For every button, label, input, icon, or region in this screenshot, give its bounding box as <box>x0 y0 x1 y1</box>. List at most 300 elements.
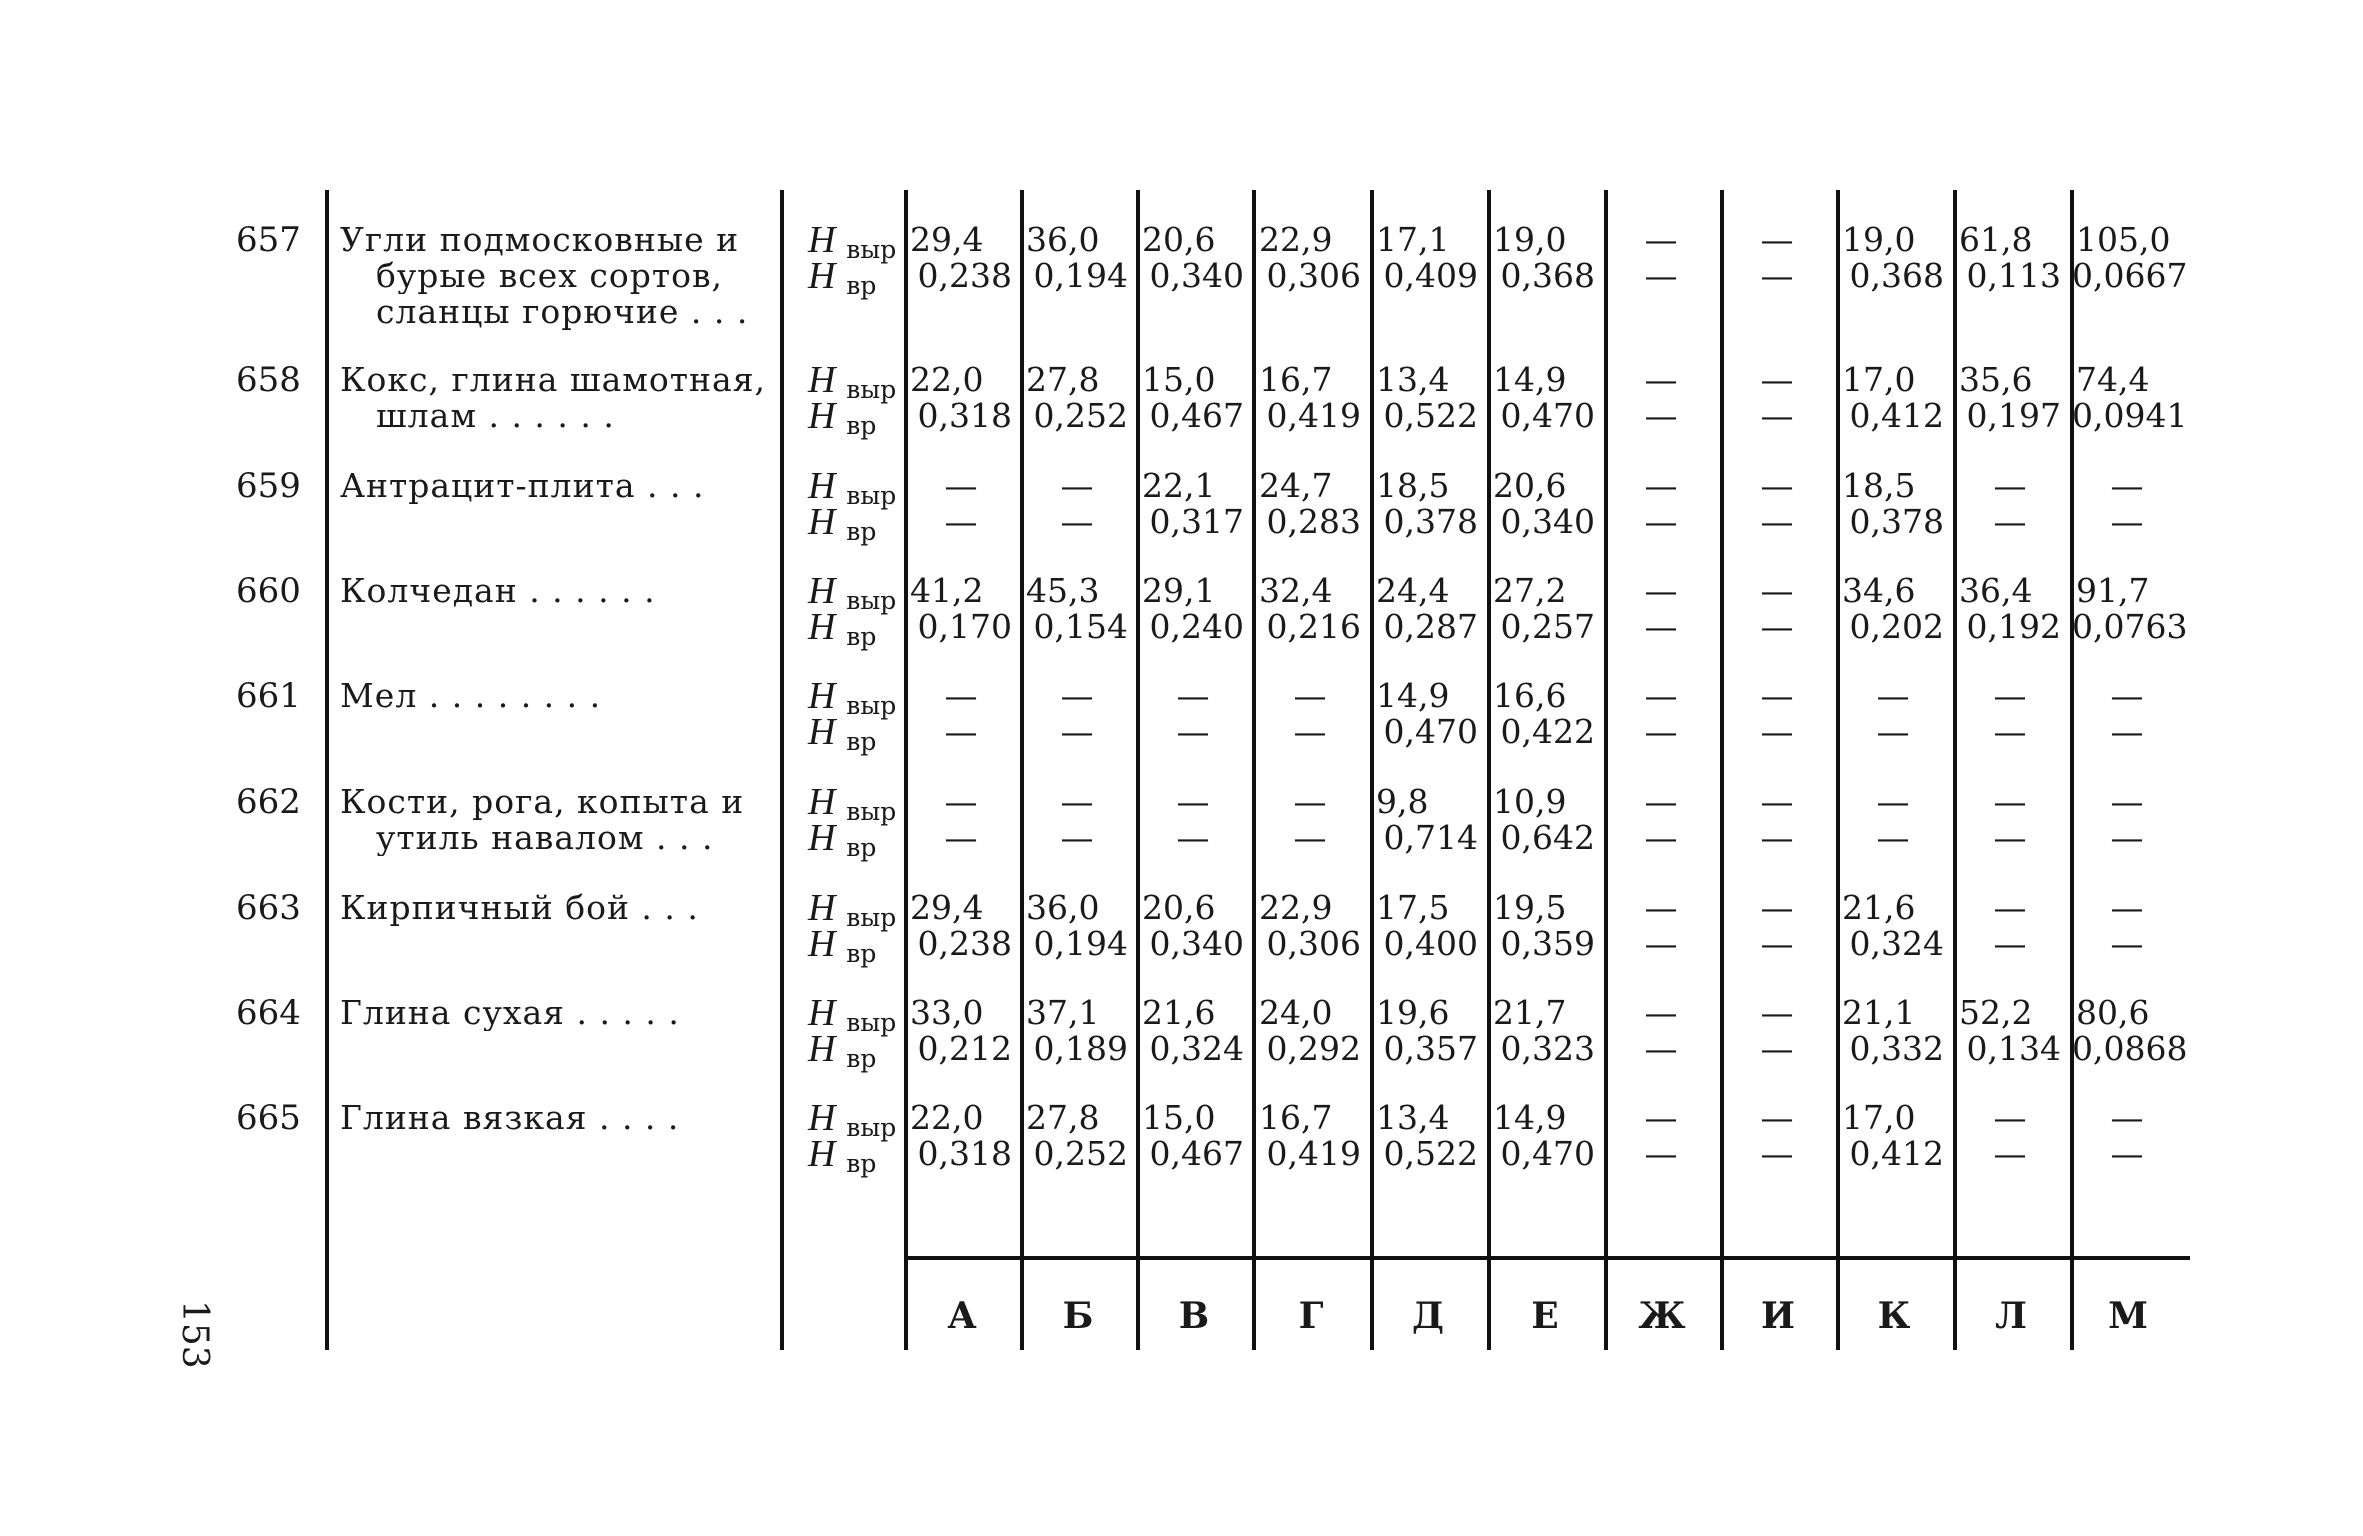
value-h-vyr: — <box>1760 360 1794 399</box>
value-cell <box>1955 573 2065 645</box>
value-cell <box>2072 360 2188 435</box>
material-name <box>340 468 772 504</box>
value-cell <box>1138 362 1248 434</box>
material-name-line: Глина сухая . . . . . <box>340 995 680 1031</box>
value-h-vyr: 22,9 <box>1259 888 1333 927</box>
value-cell <box>1722 784 1832 856</box>
value-h-vr: 0,192 <box>1966 607 2061 646</box>
value-cell <box>1255 890 1365 962</box>
value-cell <box>1838 995 1948 1067</box>
value-h-vr: 0,412 <box>1849 1134 1944 1173</box>
value-h-vr: — <box>1760 1134 1794 1173</box>
value-cell <box>1138 1100 1248 1172</box>
value-h-vr: — <box>1644 712 1678 751</box>
value-cell <box>1838 678 1948 750</box>
value-h-vyr: — <box>2110 676 2144 715</box>
value-h-vr: — <box>1060 818 1094 857</box>
symbol-letter: Н <box>808 1133 836 1175</box>
symbol-letter: Н <box>808 501 836 543</box>
value-h-vr: 0,134 <box>1966 1029 2061 1068</box>
value-cell <box>1022 784 1132 856</box>
value-h-vr: 0,470 <box>1500 396 1595 435</box>
value-h-vyr: 61,8 <box>1959 220 2033 259</box>
value-h-vyr: — <box>1993 888 2027 927</box>
symbol-subscript: вр <box>846 833 877 862</box>
value-cell <box>1838 362 1948 434</box>
value-h-vyr: 24,7 <box>1259 466 1333 505</box>
value-h-vr: 0,467 <box>1149 1134 1244 1173</box>
value-h-vyr: 32,4 <box>1259 571 1333 610</box>
value-h-vyr: 21,1 <box>1842 993 1916 1032</box>
value-cell <box>2072 678 2182 750</box>
value-h-vr: — <box>1644 256 1678 295</box>
symbol-letter: Н <box>808 359 836 401</box>
value-cell <box>1489 362 1599 434</box>
value-h-vyr: 21,6 <box>1842 888 1916 927</box>
material-name-line: Мел . . . . . . . . <box>340 678 602 714</box>
value-h-vr: 0,252 <box>1033 1134 1128 1173</box>
value-h-vr: 0,357 <box>1383 1029 1478 1068</box>
value-cell <box>1955 678 2065 750</box>
symbol-h-vr <box>808 606 877 655</box>
value-h-vyr: 29,1 <box>1142 571 1216 610</box>
value-h-vyr: — <box>1760 571 1794 610</box>
value-cell <box>1255 362 1365 434</box>
symbol-subscript: выр <box>846 375 897 404</box>
value-h-vyr: — <box>1644 466 1678 505</box>
value-h-vyr: 80,6 <box>2076 993 2150 1032</box>
value-h-vyr: — <box>2110 782 2144 821</box>
value-h-vyr: — <box>1993 782 2027 821</box>
value-cell <box>2072 571 2188 646</box>
value-h-vr: 0,642 <box>1500 818 1595 857</box>
material-name-line: Угли подмосковные и <box>340 222 740 258</box>
value-h-vr: — <box>1644 1134 1678 1173</box>
value-h-vr: 0,202 <box>1849 607 1944 646</box>
symbol-subscript: выр <box>846 235 897 264</box>
value-h-vyr: 91,7 <box>2076 571 2150 610</box>
value-h-vyr: — <box>1993 466 2027 505</box>
value-cell <box>2072 220 2188 295</box>
value-h-vr: 0,197 <box>1966 396 2061 435</box>
symbol-letter: Н <box>808 606 836 648</box>
value-cell <box>1955 222 2065 294</box>
value-h-vyr: — <box>1060 676 1094 715</box>
material-name-line: Кирпичный бой . . . <box>340 890 699 926</box>
value-h-vr: 0,252 <box>1033 396 1128 435</box>
symbol-subscript: вр <box>846 1149 877 1178</box>
value-h-vyr: 27,8 <box>1026 360 1100 399</box>
value-h-vr: — <box>1176 818 1210 857</box>
value-h-vyr: — <box>1644 1098 1678 1137</box>
value-h-vr: 0,306 <box>1266 256 1361 295</box>
value-h-vr: — <box>1060 502 1094 541</box>
value-h-vyr: 37,1 <box>1026 993 1100 1032</box>
value-h-vyr: 74,4 <box>2076 360 2150 399</box>
value-h-vyr: 19,0 <box>1493 220 1567 259</box>
value-h-vyr: 29,4 <box>910 220 984 259</box>
row-number: 657 <box>236 220 301 260</box>
value-h-vyr: 16,6 <box>1493 676 1567 715</box>
row-number: 658 <box>236 360 301 400</box>
rule-name-right <box>780 190 784 1350</box>
value-cell <box>1489 1100 1599 1172</box>
value-cell <box>1955 995 2065 1067</box>
column-header: В <box>1178 1295 1210 1337</box>
value-cell <box>1138 222 1248 294</box>
symbol-subscript: выр <box>846 481 897 510</box>
symbol-subscript: выр <box>846 1008 897 1037</box>
row-number: 664 <box>236 993 301 1033</box>
value-h-vr: 0,323 <box>1500 1029 1595 1068</box>
value-h-vyr: 14,9 <box>1493 360 1567 399</box>
value-h-vr: — <box>1760 712 1794 751</box>
value-h-vyr: 13,4 <box>1376 360 1450 399</box>
value-h-vyr: 105,0 <box>2076 220 2171 259</box>
value-h-vr: — <box>1760 1029 1794 1068</box>
symbol-subscript: вр <box>846 1044 877 1073</box>
value-h-vr: 0,359 <box>1500 924 1595 963</box>
value-h-vyr: 36,4 <box>1959 571 2033 610</box>
value-h-vr: — <box>2110 502 2144 541</box>
value-cell <box>2072 784 2182 856</box>
value-h-vr: — <box>1644 607 1678 646</box>
value-cell <box>906 995 1016 1067</box>
value-cell <box>1722 890 1832 962</box>
value-h-vyr: — <box>1060 466 1094 505</box>
value-cell <box>1722 362 1832 434</box>
value-h-vyr: 24,4 <box>1376 571 1450 610</box>
row-number: 665 <box>236 1098 301 1138</box>
value-cell <box>1606 890 1716 962</box>
material-name-line: Колчедан . . . . . . <box>340 573 656 609</box>
symbol-letter: Н <box>808 1097 836 1139</box>
value-h-vr: 0,283 <box>1266 502 1361 541</box>
value-h-vyr: — <box>1293 676 1327 715</box>
value-cell <box>1255 222 1365 294</box>
column-header: Б <box>1062 1295 1094 1337</box>
value-h-vyr: — <box>1644 993 1678 1032</box>
material-name <box>340 995 772 1031</box>
material-name-line: сланцы горючие . . . <box>376 294 749 330</box>
value-h-vyr: 18,5 <box>1842 466 1916 505</box>
value-cell <box>1955 1100 2065 1172</box>
value-h-vr: 0,714 <box>1383 818 1478 857</box>
value-h-vr: 0,340 <box>1149 256 1244 295</box>
value-h-vyr: 20,6 <box>1142 220 1216 259</box>
symbol-subscript: вр <box>846 271 877 300</box>
value-h-vyr: 13,4 <box>1376 1098 1450 1137</box>
value-h-vyr: — <box>1644 888 1678 927</box>
value-h-vyr: 24,0 <box>1259 993 1333 1032</box>
value-cell <box>1606 468 1716 540</box>
value-h-vyr: 15,0 <box>1142 1098 1216 1137</box>
value-h-vr: 0,0667 <box>2072 256 2188 295</box>
value-cell <box>1838 573 1948 645</box>
value-cell <box>2072 890 2182 962</box>
value-h-vyr: — <box>1644 360 1678 399</box>
value-h-vr: 0,318 <box>917 1134 1012 1173</box>
value-h-vyr: 20,6 <box>1142 888 1216 927</box>
value-cell <box>1606 678 1716 750</box>
value-cell <box>1372 362 1482 434</box>
material-name <box>340 784 772 856</box>
value-h-vr: 0,292 <box>1266 1029 1361 1068</box>
value-h-vr: — <box>2110 712 2144 751</box>
value-h-vr: 0,240 <box>1149 607 1244 646</box>
value-cell <box>1255 573 1365 645</box>
value-cell <box>1606 784 1716 856</box>
value-h-vr: 0,317 <box>1149 502 1244 541</box>
value-h-vyr: 27,8 <box>1026 1098 1100 1137</box>
value-h-vr: 0,368 <box>1500 256 1595 295</box>
value-h-vyr: 34,6 <box>1842 571 1916 610</box>
value-cell <box>906 678 1016 750</box>
value-h-vr: 0,340 <box>1149 924 1244 963</box>
material-name-line: бурые всех сортов, <box>376 258 724 294</box>
value-cell <box>1138 468 1248 540</box>
value-h-vyr: 16,7 <box>1259 360 1333 399</box>
value-h-vyr: — <box>2110 888 2144 927</box>
value-cell <box>1372 222 1482 294</box>
column-header: Е <box>1531 1295 1559 1337</box>
value-cell <box>1372 468 1482 540</box>
value-h-vr: — <box>1293 818 1327 857</box>
material-name <box>340 362 772 434</box>
rule-left <box>325 190 329 1350</box>
value-h-vyr: 22,9 <box>1259 220 1333 259</box>
value-h-vr: — <box>1644 1029 1678 1068</box>
value-h-vyr: 22,0 <box>910 1098 984 1137</box>
value-h-vr: — <box>1876 818 1910 857</box>
material-name-line: Кости, рога, копыта и <box>340 784 745 820</box>
value-cell <box>1489 678 1599 750</box>
symbol-h-vr <box>808 1028 877 1077</box>
value-cell <box>2072 993 2188 1068</box>
value-h-vr: 0,0941 <box>2072 396 2188 435</box>
value-h-vr: 0,419 <box>1266 1134 1361 1173</box>
value-cell <box>1255 468 1365 540</box>
value-h-vyr: 14,9 <box>1493 1098 1567 1137</box>
value-h-vyr: — <box>1760 782 1794 821</box>
column-header: И <box>1760 1295 1795 1337</box>
value-h-vr: 0,238 <box>917 256 1012 295</box>
value-h-vr: 0,194 <box>1033 924 1128 963</box>
value-h-vyr: 17,0 <box>1842 1098 1916 1137</box>
value-cell <box>906 468 1016 540</box>
value-cell <box>1955 890 2065 962</box>
symbol-letter: Н <box>808 465 836 507</box>
value-cell <box>1606 1100 1716 1172</box>
value-h-vyr: 36,0 <box>1026 220 1100 259</box>
value-cell <box>1022 890 1132 962</box>
row-number: 663 <box>236 888 301 928</box>
value-h-vyr: 21,6 <box>1142 993 1216 1032</box>
value-cell <box>1955 784 2065 856</box>
value-h-vr: 0,170 <box>917 607 1012 646</box>
value-h-vr: — <box>1993 712 2027 751</box>
symbol-letter: Н <box>808 219 836 261</box>
value-h-vyr: 36,0 <box>1026 888 1100 927</box>
value-h-vyr: 20,6 <box>1493 466 1567 505</box>
column-header: Ж <box>1638 1295 1686 1337</box>
value-h-vr: 0,412 <box>1849 396 1944 435</box>
value-h-vr: — <box>944 502 978 541</box>
value-h-vr: — <box>1993 924 2027 963</box>
value-h-vr: 0,154 <box>1033 607 1128 646</box>
value-cell <box>1022 222 1132 294</box>
symbol-subscript: выр <box>846 691 897 720</box>
value-cell <box>1955 362 2065 434</box>
symbol-subscript: вр <box>846 622 877 651</box>
symbol-letter: Н <box>808 992 836 1034</box>
value-h-vr: — <box>1760 256 1794 295</box>
symbol-letter: Н <box>808 923 836 965</box>
symbol-subscript: выр <box>846 797 897 826</box>
value-h-vyr: 19,6 <box>1376 993 1450 1032</box>
value-h-vr: — <box>1993 818 2027 857</box>
value-h-vr: — <box>2110 1134 2144 1173</box>
symbol-h-vr <box>808 1133 877 1182</box>
value-h-vr: 0,257 <box>1500 607 1595 646</box>
value-cell <box>1606 573 1716 645</box>
symbol-letter: Н <box>808 817 836 859</box>
value-cell <box>1022 995 1132 1067</box>
value-cell <box>1838 784 1948 856</box>
value-h-vyr: 21,7 <box>1493 993 1567 1032</box>
material-name-line: утиль навалом . . . <box>376 820 714 856</box>
value-h-vr: 0,419 <box>1266 396 1361 435</box>
value-cell <box>1722 995 1832 1067</box>
value-h-vyr: — <box>1876 676 1910 715</box>
column-header: Л <box>1995 1295 2027 1337</box>
value-cell <box>1138 890 1248 962</box>
value-h-vr: — <box>1644 502 1678 541</box>
value-h-vr: 0,238 <box>917 924 1012 963</box>
value-h-vr: — <box>1993 1134 2027 1173</box>
value-cell <box>1138 784 1248 856</box>
value-h-vr: 0,189 <box>1033 1029 1128 1068</box>
material-name-line: Кокс, глина шамотная, <box>340 362 767 398</box>
value-h-vr: 0,470 <box>1383 712 1478 751</box>
value-cell <box>1955 468 2065 540</box>
value-cell <box>1838 468 1948 540</box>
value-h-vr: 0,522 <box>1383 1134 1478 1173</box>
value-h-vr: — <box>944 712 978 751</box>
value-cell <box>1722 573 1832 645</box>
value-cell <box>906 362 1016 434</box>
symbol-h-vr <box>808 711 877 760</box>
value-h-vyr: 19,5 <box>1493 888 1567 927</box>
symbol-h-vr <box>808 501 877 550</box>
value-cell <box>1372 890 1482 962</box>
value-h-vyr: — <box>2110 1098 2144 1137</box>
value-cell <box>1255 784 1365 856</box>
value-h-vyr: 29,4 <box>910 888 984 927</box>
value-cell <box>906 1100 1016 1172</box>
value-cell <box>1022 468 1132 540</box>
material-name <box>340 222 772 330</box>
symbol-letter: Н <box>808 711 836 753</box>
value-h-vr: 0,212 <box>917 1029 1012 1068</box>
value-h-vr: 0,340 <box>1500 502 1595 541</box>
symbol-subscript: вр <box>846 411 877 440</box>
symbol-subscript: выр <box>846 903 897 932</box>
value-h-vr: 0,113 <box>1966 256 2061 295</box>
value-h-vyr: 17,5 <box>1376 888 1450 927</box>
value-h-vyr: — <box>1760 888 1794 927</box>
value-h-vyr: 17,0 <box>1842 360 1916 399</box>
value-h-vyr: — <box>1644 782 1678 821</box>
value-h-vr: 0,467 <box>1149 396 1244 435</box>
value-h-vyr: 52,2 <box>1959 993 2033 1032</box>
material-name-line: Антрацит-плита . . . <box>340 468 705 504</box>
value-h-vyr: — <box>1760 466 1794 505</box>
value-cell <box>1372 995 1482 1067</box>
value-h-vyr: — <box>1760 993 1794 1032</box>
value-h-vr: — <box>944 818 978 857</box>
value-cell <box>1489 890 1599 962</box>
value-h-vr: 0,318 <box>917 396 1012 435</box>
value-h-vr: — <box>1760 607 1794 646</box>
value-h-vr: — <box>1644 818 1678 857</box>
value-cell <box>1372 678 1482 750</box>
value-cell <box>1138 995 1248 1067</box>
value-cell <box>1838 890 1948 962</box>
value-cell <box>1489 468 1599 540</box>
value-h-vr: 0,522 <box>1383 396 1478 435</box>
value-h-vyr: — <box>1993 1098 2027 1137</box>
value-h-vyr: — <box>1644 571 1678 610</box>
value-h-vyr: 15,0 <box>1142 360 1216 399</box>
value-cell <box>1722 468 1832 540</box>
value-cell <box>1138 573 1248 645</box>
column-header: Д <box>1411 1295 1444 1337</box>
value-h-vyr: 45,3 <box>1026 571 1100 610</box>
symbol-subscript: вр <box>846 727 877 756</box>
value-cell <box>1838 1100 1948 1172</box>
symbol-subscript: выр <box>846 586 897 615</box>
symbol-letter: Н <box>808 675 836 717</box>
material-name <box>340 678 772 714</box>
value-h-vyr: — <box>1060 782 1094 821</box>
value-cell <box>1489 784 1599 856</box>
row-number: 660 <box>236 571 301 611</box>
value-cell <box>1722 1100 1832 1172</box>
value-h-vr: — <box>1644 924 1678 963</box>
value-h-vyr: — <box>1760 1098 1794 1137</box>
value-cell <box>1489 222 1599 294</box>
value-h-vr: 0,409 <box>1383 256 1478 295</box>
value-h-vyr: — <box>1644 220 1678 259</box>
value-h-vr: 0,306 <box>1266 924 1361 963</box>
value-cell <box>1022 573 1132 645</box>
row-number: 659 <box>236 466 301 506</box>
value-h-vr: 0,194 <box>1033 256 1128 295</box>
value-cell <box>906 573 1016 645</box>
value-cell <box>906 222 1016 294</box>
value-h-vyr: 14,9 <box>1376 676 1450 715</box>
row-number: 661 <box>236 676 301 716</box>
value-h-vr: 0,216 <box>1266 607 1361 646</box>
value-cell <box>906 784 1016 856</box>
value-h-vyr: 22,0 <box>910 360 984 399</box>
value-cell <box>1372 573 1482 645</box>
value-h-vyr: 10,9 <box>1493 782 1567 821</box>
value-h-vr: — <box>1876 712 1910 751</box>
material-name-line: Глина вязкая . . . . <box>340 1100 680 1136</box>
material-name-line: шлам . . . . . . <box>376 398 615 434</box>
